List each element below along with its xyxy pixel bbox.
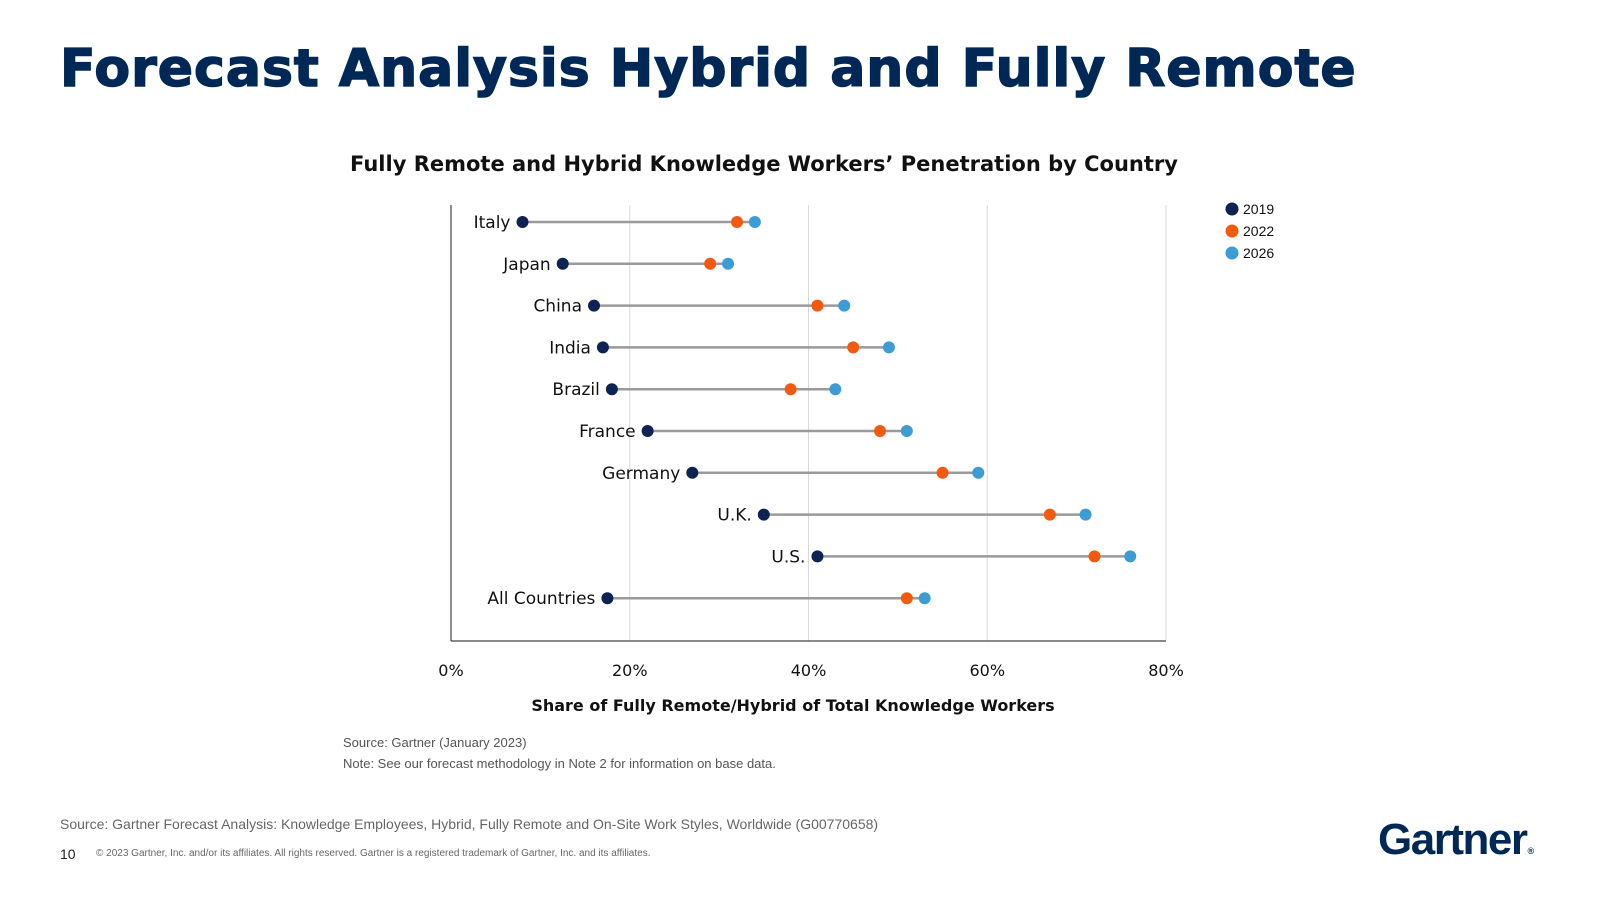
legend-marker-2026 <box>1226 247 1239 260</box>
point-2022-8 <box>1089 550 1101 562</box>
point-2026-4 <box>829 383 841 395</box>
copyright-notice: © 2023 Gartner, Inc. and/or its affiliates. All rights reserved. Gartner is a registered trademark of Gartner, Inc. and its affiliates. <box>96 848 651 859</box>
category-label-5: France <box>579 422 636 442</box>
category-label-8: U.S. <box>771 547 806 568</box>
legend-label-2022: 2022 <box>1243 223 1275 239</box>
category-label-7: U.K. <box>717 505 752 526</box>
point-2019-2 <box>588 300 600 312</box>
connectors <box>523 222 1131 598</box>
logo-text: Gartner <box>1378 815 1527 864</box>
point-2019-5 <box>642 425 654 437</box>
x-tick-label-20: 20% <box>611 661 648 680</box>
point-2019-6 <box>686 467 698 479</box>
data-points <box>517 216 1137 604</box>
point-2026-2 <box>838 300 850 312</box>
x-tick-label-40: 40% <box>790 661 827 680</box>
point-2026-5 <box>901 425 913 437</box>
footer-source: Source: Gartner Forecast Analysis: Knowledge Employees, Hybrid, Fully Remote and On-Site Work Styles, Worldwide (G00770658) <box>60 816 879 832</box>
chart-title: Fully Remote and Hybrid Knowledge Workers’ Penetration by Country <box>350 152 1178 176</box>
category-label-6: Germany <box>602 463 681 484</box>
category-labels <box>474 213 806 609</box>
category-label-0: Italy <box>473 213 511 233</box>
point-2022-3 <box>847 341 859 353</box>
point-2026-9 <box>919 592 931 604</box>
point-2019-1 <box>557 258 569 270</box>
point-2026-1 <box>722 258 734 270</box>
x-tick-label-60: 60% <box>969 661 1006 680</box>
chart-note: Note: See our forecast methodology in Note 2 for information on base data. <box>343 756 776 771</box>
x-tick-label-80: 80% <box>1148 661 1184 680</box>
slide-title: Forecast Analysis Hybrid and Fully Remote <box>60 39 1357 99</box>
legend-marker-2022 <box>1226 225 1239 238</box>
x-tick-label-0: 0% <box>438 661 464 680</box>
point-2026-3 <box>883 341 895 353</box>
point-2019-8 <box>811 550 823 562</box>
point-2022-1 <box>704 258 716 270</box>
legend-label-2026: 2026 <box>1243 245 1275 261</box>
x-tick-labels <box>438 661 1183 680</box>
point-2026-6 <box>972 467 984 479</box>
page-number: 10 <box>60 846 76 862</box>
point-2022-5 <box>874 425 886 437</box>
gridlines <box>630 205 1166 641</box>
point-2019-7 <box>758 509 770 521</box>
category-label-1: Japan <box>503 254 551 275</box>
category-label-2: China <box>533 296 582 317</box>
point-2026-0 <box>749 216 761 228</box>
x-axis-title: Share of Fully Remote/Hybrid of Total Knowledge Workers <box>531 696 1055 715</box>
category-label-3: India <box>549 338 591 359</box>
point-2022-6 <box>937 467 949 479</box>
point-2026-8 <box>1124 550 1136 562</box>
point-2022-9 <box>901 592 913 604</box>
category-label-9: All Countries <box>487 589 596 610</box>
point-2026-7 <box>1080 509 1092 521</box>
point-2019-3 <box>597 341 609 353</box>
gartner-logo: Gartner® <box>1378 815 1535 864</box>
point-2019-4 <box>606 383 618 395</box>
legend-marker-2019 <box>1226 203 1239 216</box>
legend-label-2019: 2019 <box>1243 201 1275 217</box>
point-2019-9 <box>601 592 613 604</box>
legend <box>1226 201 1275 261</box>
point-2019-0 <box>517 216 529 228</box>
point-2022-7 <box>1044 509 1056 521</box>
category-label-4: Brazil <box>552 380 600 401</box>
point-2022-0 <box>731 216 743 228</box>
chart-source: Source: Gartner (January 2023) <box>343 735 527 750</box>
point-2022-4 <box>785 383 797 395</box>
point-2022-2 <box>811 300 823 312</box>
